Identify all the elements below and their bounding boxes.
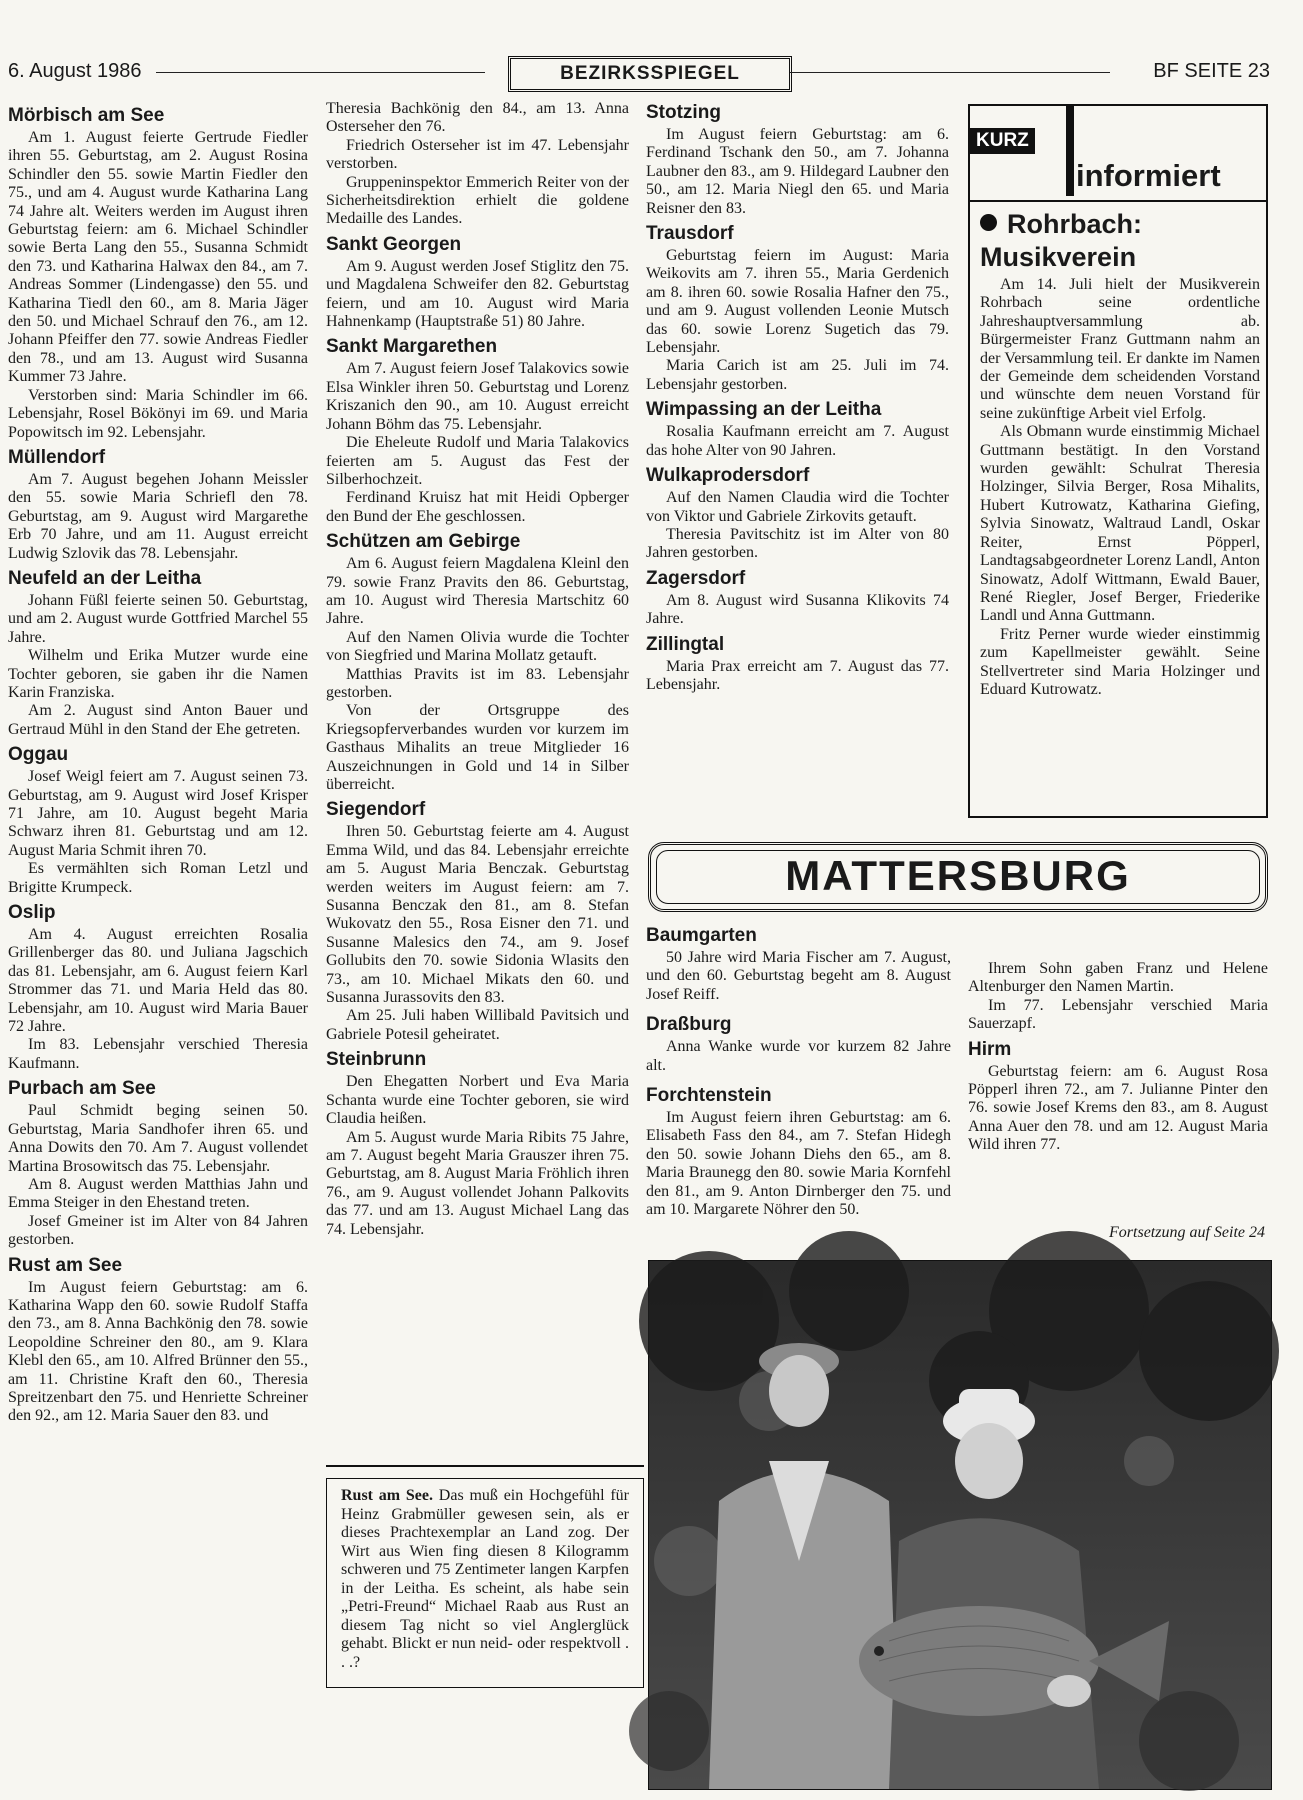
article-heading: Zagersdorf <box>646 567 746 589</box>
article-text: Im 83. Lebensjahr verschied Theresia Kaufmann. <box>8 1036 308 1072</box>
kurz-headline: Rohrbach: Musikverein <box>980 209 1142 272</box>
article-text: Am 6. August feiern Magdalena Kleinl den 79. sowie Franz Pravits den 86. Geburtstag, am 10. August wird Theresia Martschitz 60 Jahre. <box>326 555 629 628</box>
article-text: Als Obmann wurde einstimmig Michael Guttmann bestätigt. In den Vorstand wurden gewählt: Schulrat Theresia Holzinger, Silvia Berger, Rosa Mihalits, Hubert Kutrowatz, Katharina Giefing, Sylvia Sinowatz, Waltraud Landl, Oskar Reiter, Ernst Pöpperl, Landtagsabgeordneter Lorenz Landl, Anton Sinowatz, Adolf Wittmann, Ewald Bauer, René Riegler, Josef Berger, Friederike Landl und Anna Guttmann. <box>980 423 1260 625</box>
caption-text: Das muß ein Hochgefühl für Heinz Grabmüller gewesen sein, als er dieses Prachtexemplar an Land zog. Der Wirt aus Wien fing diesen 8 Kilogramm schweren und 75 Zentimeter langen Karpfen in der Leitha. Es scheint, als habe sein „Petri-Freund“ Michael Raab aus Rust an diesem Tag nicht so viel Anglerglück gehabt. Blickt er nun neid- oder respektvoll . . .? <box>341 1487 630 1671</box>
article-text: Geburtstag feiern: am 6. August Rosa Pöpperl ihren 72., am 7. Julianne Pinter den 76. sowie Josef Krems den 83., am 8. August Anna Auer den 78. und am 12. August Maria Wild ihren 77. <box>968 1062 1268 1154</box>
article-text: Am 4. August erreichten Rosalia Grillenberger das 80. und Juliana Jagschich das 81. Lebensjahr, am 6. August feiern Karl Strommer das 71. und Maria Held das 80. Lebensjahr, am 10. August wird Maria Bauer 72 Jahre. <box>8 926 308 1036</box>
article-heading: Müllendorf <box>8 446 106 468</box>
article-text: Anna Wanke wurde vor kurzem 82 Jahre alt. <box>646 1038 951 1074</box>
page-number: BF SEITE 23 <box>1153 60 1270 82</box>
section-title: BEZIRKSSPIEGEL <box>508 56 792 92</box>
article-text: Am 9. August werden Josef Stiglitz den 75. und Magdalena Schweifer den 82. Geburtstag feiern, und am 10. August wird Maria Hahnenkamp (Hauptstraße 51) 80 Jahre. <box>326 257 629 331</box>
column-2 <box>326 100 629 1239</box>
article-text: Friedrich Osterseher ist im 47. Lebensjahr verstorben. <box>326 136 629 173</box>
article-text: Von der Ortsgruppe des Kriegsopferverbandes wurden vor kurzem im Gasthaus Mihalits an treue Mitglieder 16 Auszeichnungen in Gold und 14 in Silber überreicht. <box>326 702 629 793</box>
article-heading: Stotzing <box>646 102 721 123</box>
article-text: Ihren 50. Geburtstag feierte am 4. August Emma Wild, und das 84. Lebensjahr erreichte am 5. August Maria Benczak. Geburtstag werden weiters im August feiern: am 7. Susanna Benczak den 81., am 8. Stefan Wukovatz den 55., Rosa Eisner den 71. und Susanne Malesics den 74., am 9. Josef Gollubits den 70. sowie Sidonia Wlasits den 73., am 10. Michael Mikats den 60. und Susanna Jurassovits den 83. <box>326 823 629 1007</box>
photo-illustration <box>649 1261 1271 1789</box>
article-heading: Baumgarten <box>646 925 757 946</box>
kurz-informiert-box <box>968 104 1268 818</box>
article-text: Im August feiern Geburtstag: am 6. Katharina Wapp den 60. sowie Rudolf Staffa den 73., am 8. Anna Bachkönig den 78. sowie Leopoldine Schreiner den 80., am 9. Klara Klebl den 65., am 10. Alfred Brünner den 55., am 11. Christine Kraft den 60., Theresia Spreitzenbart den 75. und Henriette Schreiner den 92., am 12. Maria Sauer den 83. und <box>8 1278 308 1425</box>
article-text: Matthias Pravits ist im 83. Lebensjahr gestorben. <box>326 665 629 701</box>
article-text: Es vermählten sich Roman Letzl und Brigitte Krumpeck. <box>8 860 308 896</box>
article-text: Die Eheleute Rudolf und Maria Talakovics feierten am 5. August das Fest der Silberhochzeit. <box>326 434 629 488</box>
article-text: Am 14. Juli hielt der Musikverein Rohrbach seine ordentliche Jahreshauptversammlung ab. Bürgermeister Franz Guttmann nahm an der Versammlung teil. Er dankte im Namen der Gemeinde dem scheidenden Vorstand und wünschte dem neuen Vorstand für seine zukünftige Arbeit viel Erfolg. <box>980 276 1260 422</box>
article-text: Maria Carich ist am 25. Juli im 74. Lebensjahr gestorben. <box>646 357 949 393</box>
article-heading: Forchtenstein <box>646 1085 772 1107</box>
issue-date: 6. August 1986 <box>8 60 142 82</box>
article-text: Paul Schmidt beging seinen 50. Geburtstag, Maria Sandhofer ihren 65. und Anna Dowits den 70. Am 7. August vollendet Martina Brosowitsch das 75. Lebensjahr. <box>8 1102 308 1175</box>
article-text: Im August feiern ihren Geburtstag: am 6. Elisabeth Fass den 84., am 7. Stefan Hidegh den 50. sowie Johann Diehs den 65., am 8. Maria Braunegg den 80. sowie Maria Kornfehl den 81., am 9. Anton Dirnberger den 75. und am 10. Margarete Nöhrer den 50. <box>646 1109 951 1219</box>
article-text: Am 25. Juli haben Willibald Pavitsich und Gabriele Potesil geheiratet. <box>326 1007 629 1043</box>
article-heading: Neufeld an der Leitha <box>8 567 202 589</box>
article-heading: Hirm <box>968 1038 1012 1060</box>
article-text: Am 5. August wurde Maria Ribits 75 Jahre, am 7. August begeht Maria Grauszer ihren 75. Geburtstag, am 8. August Maria Fröhlich ihren 76., am 9. August vollendet Johann Palkovits das 77. und am 13. August Michael Lang das 74. Lebensjahr. <box>326 1128 629 1238</box>
article-text: Am 8. August wird Susanna Klikovits 74 Jahre. <box>646 591 949 628</box>
mattersburg-column-left <box>646 920 951 1219</box>
article-text: Theresia Pavitschitz ist im Alter von 80 Jahren gestorben. <box>646 525 949 562</box>
header-rule <box>790 72 1110 73</box>
kurz-bar <box>1066 106 1074 196</box>
mattersburg-column-right <box>968 920 1268 1155</box>
article-text: Im August feiern Geburtstag: am 6. Ferdinand Tschank den 50., am 7. Johanna Laubner den 83., am 9. Hildegard Laubner den 50., am 12. Maria Niegl den 65. und Maria Reisner den 83. <box>646 126 949 217</box>
article-text: Rosalia Kaufmann erreicht am 7. August das hohe Alter von 90 Jahren. <box>646 423 949 459</box>
article-heading: Draßburg <box>646 1014 732 1036</box>
kurz-body <box>980 276 1260 699</box>
article-heading: Zillingtal <box>646 633 725 655</box>
article-text: Josef Gmeiner ist im Alter von 84 Jahren gestorben. <box>8 1212 308 1249</box>
kurz-title: informiert <box>1076 158 1221 193</box>
header-rule <box>156 72 485 73</box>
article-heading: Purbach am See <box>8 1078 156 1100</box>
column-1 <box>8 100 308 1426</box>
article-text: Ihrem Sohn gaben Franz und Helene Altenburger den Namen Martin. <box>968 960 1268 996</box>
article-text: Theresia Bachkönig den 84., am 13. Anna Osterseher den 76. <box>326 100 629 136</box>
article-heading: Sankt Margarethen <box>326 336 498 358</box>
article-text: Josef Weigl feiert am 7. August seinen 73. Geburtstag, am 9. August wird Josef Krisper 71 Jahre, am 10. August begeht Maria Schwarz ihren 81. Geburtstag und am 12. August Maria Schmit ihren 70. <box>8 768 308 859</box>
article-text: Ferdinand Kruisz hat mit Heidi Opberger den Bund der Ehe geschlossen. <box>326 489 629 525</box>
article-heading: Sankt Georgen <box>326 233 462 255</box>
article-text: Auf den Namen Olivia wurde die Tochter von Siegfried und Marina Mollatz getauft. <box>326 628 629 665</box>
article-heading: Trausdorf <box>646 223 734 245</box>
article-text: 50 Jahre wird Maria Fischer am 7. August, und den 60. Geburtstag begeht am 8. August Josef Reiff. <box>646 949 951 1003</box>
caption-lead: Rust am See. <box>341 1487 434 1504</box>
article-text: Wilhelm und Erika Mutzer wurde eine Tochter geboren, sie gaben ihr die Namen Karin Franziska. <box>8 647 308 701</box>
article-heading: Wulkaprodersdorf <box>646 465 810 487</box>
article-text: Am 2. August sind Anton Bauer und Gertraud Mühl in den Stand der Ehe getreten. <box>8 702 308 738</box>
article-text: Am 1. August feierte Gertrude Fiedler ihren 55. Geburtstag, am 2. August Rosina Schindler den 55. sowie Martin Fiedler den 75., und am 4. August wurde Katharina Lang 74 Jahre alt. Weiters werden im August ihren Geburtstag feiern: am 6. Michael Schindler sowie Berta Lang den 55., Susanna Schmidt den 73. und Katharina Halwax den 84., am 7. Andreas Sommer (Lindengasse) den 55. und Katharina Tiedl den 60., am 8. Maria Jäger den 50. und Michael Schrauf den 76., am 12. Johann Pfeiffer den 77. sowie Andreas Fiedler den 78., und am 13. August wird Susanna Kummer 73 Jahre. <box>8 129 308 386</box>
article-text: Auf den Namen Claudia wird die Tochter von Viktor und Gabriele Zirkovits getauft. <box>646 489 949 525</box>
page-header <box>8 56 1270 92</box>
bullet-icon <box>980 214 997 231</box>
mattersburg-banner: MATTERSBURG <box>648 842 1268 912</box>
article-text: Gruppeninspektor Emmerich Reiter von der Sicherheitsdirektion erhielt die goldene Medaille des Landes. <box>326 173 629 228</box>
article-text: Johann Füßl feierte seinen 50. Geburtstag, und am 2. August wurde Gottfried Marchel 55 Jahre. <box>8 591 308 646</box>
article-text: Am 8. August werden Matthias Jahn und Emma Steiger in den Ehestand treten. <box>8 1175 308 1212</box>
article-text: Fritz Perner wurde wieder einstimmig zum Kapellmeister gewählt. Seine Stellvertreter sind Maria Holzinger und Eduard Kutrowatz. <box>980 625 1260 698</box>
article-heading: Oggau <box>8 744 69 766</box>
photo-anglers-carp <box>648 1260 1272 1790</box>
kurz-rule <box>970 200 1266 202</box>
continued-note: Fortsetzung auf Seite 24 <box>1109 1224 1265 1241</box>
article-heading: Siegendorf <box>326 799 426 821</box>
article-heading: Steinbrunn <box>326 1049 427 1071</box>
article-text: Maria Prax erreicht am 7. August das 77. Lebensjahr. <box>646 657 949 693</box>
column-3 <box>646 100 949 694</box>
article-heading: Wimpassing an der Leitha <box>646 399 882 421</box>
article-heading: Mörbisch am See <box>8 105 165 126</box>
article-text: Am 7. August begehen Johann Meissler den 55. sowie Maria Schriefl den 78. Geburtstag, am 9. August wird Margarethe Erb 70 Jahre, und am 11. August erreicht Ludwig Szlovik das 78. Lebensjahr. <box>8 470 308 562</box>
article-text: Im 77. Lebensjahr verschied Maria Sauerzapf. <box>968 996 1268 1033</box>
column-rule <box>326 1465 644 1467</box>
article-text: Den Ehegatten Norbert und Eva Maria Schanta wurde eine Tochter geboren, sie wird Claudia heißen. <box>326 1073 629 1128</box>
article-heading: Schützen am Gebirge <box>326 531 521 553</box>
photo-caption <box>326 1478 644 1688</box>
article-heading: Oslip <box>8 902 56 924</box>
kurz-badge: KURZ <box>970 128 1035 154</box>
article-text: Geburtstag feiern im August: Maria Weikovits am 7. ihren 55., Maria Gerdenich am 8. ihren 60. sowie Rosalia Hafner den 75., und am 9. August vollenden Leonie Mutsch das 60. sowie Lorenz Sugetich das 79. Lebensjahr. <box>646 247 949 357</box>
article-text: Am 7. August feiern Josef Talakovics sowie Elsa Winkler ihren 50. Geburtstag und Lorenz Kriszanich den 90., am 10. August erreicht Johann Böhm das 75. Lebensjahr. <box>326 360 629 433</box>
article-text: Verstorben sind: Maria Schindler im 66. Lebensjahr, Rosel Bökönyi im 69. und Maria Popowitsch im 92. Lebensjahr. <box>8 386 308 441</box>
article-heading: Rust am See <box>8 1254 123 1276</box>
